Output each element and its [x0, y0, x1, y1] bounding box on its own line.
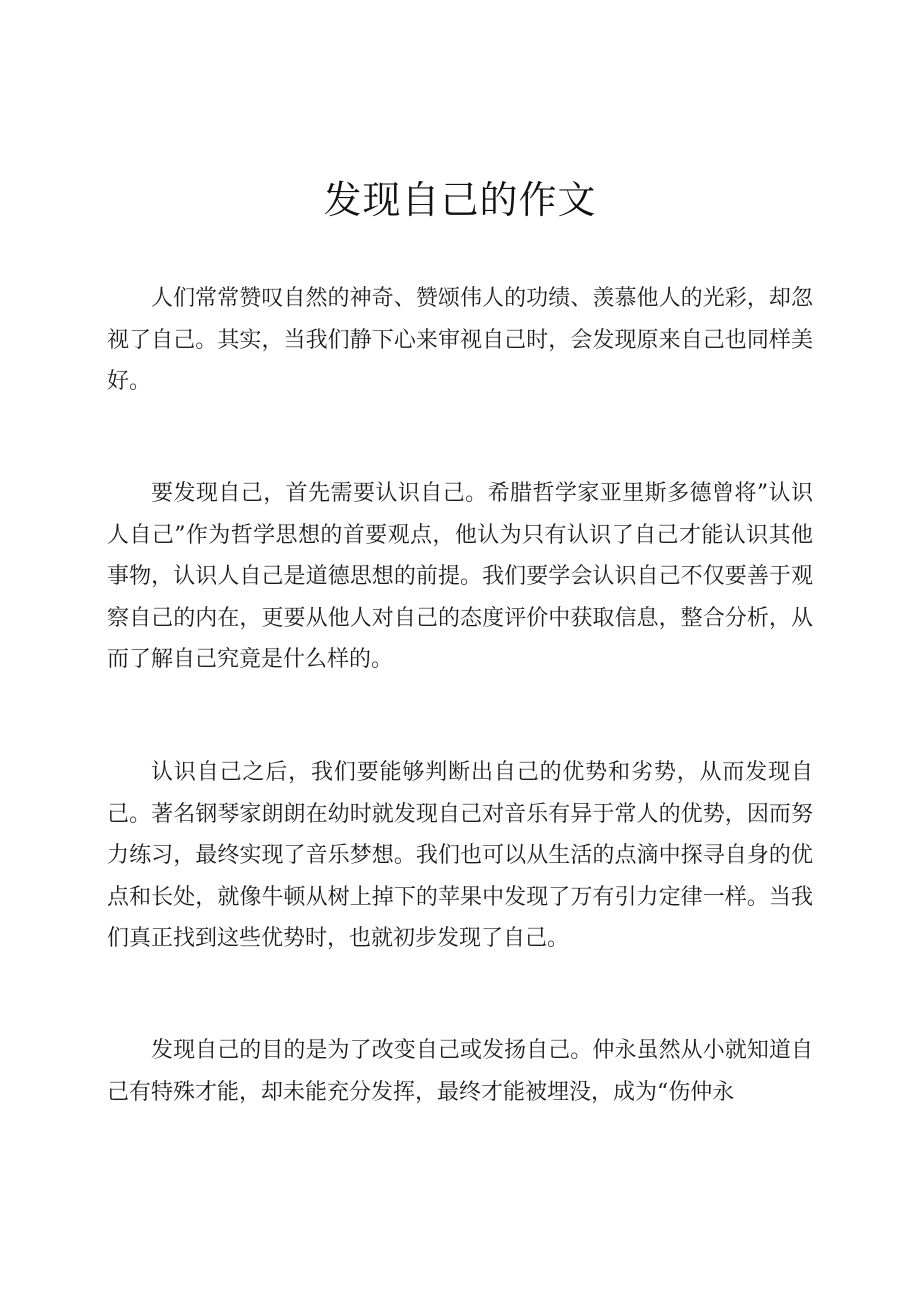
document-title: 发现自己的作文 [323, 178, 597, 222]
paragraph-2: 要发现自己，首先需要认识自己。希腊哲学家亚里斯多德曾将”认识人自己”作为哲学思想的首要观点，他认为只有认识了自己才能认识其他事物，认识人自己是道德思想的前提。我们要学会认识自己不仅要善于观察自己的内在，更要从他人对自己的态度评价中获取信息，整合分析，从而了解自己究竟是什么样的。 [107, 481, 813, 672]
paragraph-1: 人们常常赞叹自然的神奇、赞颂伟人的功绩、羡慕他人的光彩，却忽视了自己。其实，当我们静下心来审视自己时，会发现原来自己也同样美好。 [107, 286, 813, 394]
paragraph-3: 认识自己之后，我们要能够判断出自己的优势和劣势，从而发现自己。著名钢琴家朗朗在幼时就发现自己对音乐有异于常人的优势，因而努力练习，最终实现了音乐梦想。我们也可以从生活的点滴中探寻自身的优点和长处，就像牛顿从树上掉下的苹果中发现了万有引力定律一样。当我们真正找到这些优势时，也就初步发现了自己。 [107, 760, 813, 951]
paragraph-4: 发现自己的目的是为了改变自己或发扬自己。仲永虽然从小就知道自己有特殊才能，却未能充分发挥，最终才能被埋没，成为“伤仲永 [107, 1038, 813, 1105]
